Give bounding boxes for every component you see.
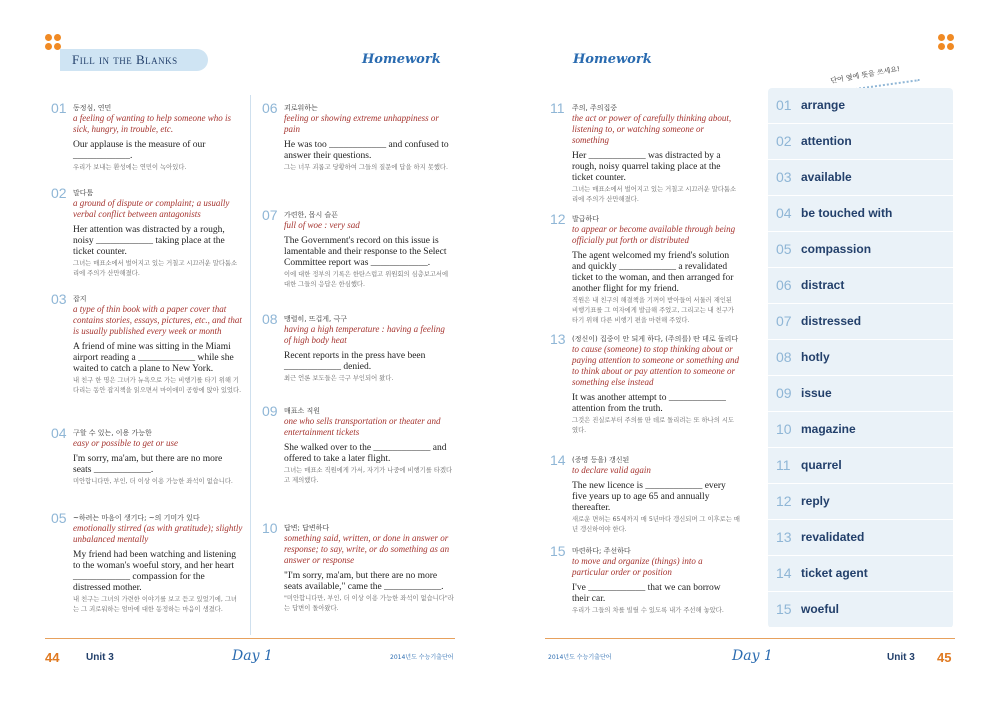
answer-row: 04 be touched with [768, 196, 953, 232]
answer-row: 05 compassion [768, 232, 953, 268]
answer-row: 08 hotly [768, 340, 953, 376]
answer-row: 06 distract [768, 268, 953, 304]
homework-title: Homework [573, 52, 652, 67]
vocab-item-07: 07 가련한, 몹시 슬픈 full of woe : very sad The Government's record on this issue is lamentable and their response to the Select Committee report was ____________. 이에 대한 정부의 기록은 한탄스럽고 위원회의 심층보고서에 대한 그들의 응답은 한심했다. [262, 207, 449, 288]
answer-row: 12 reply [768, 484, 953, 520]
answer-row: 11 quarrel [768, 448, 953, 484]
vocab-item-05: 05 ~하려는 마음이 생기다; ~의 기미가 있다 emotionally stirred (as with gratitude); slightly unbalanced mentally My friend had been watching and listening to the woman's woeful story, and her heart ____________ compassion for the distressed mother. 내 친구는 그녀의 가련한 이야기를 보고 듣고 있었기에, 그녀는 그 괴로워하는 엄마에 대한 동정하는 마음이 생겼다. [51, 510, 243, 613]
vocab-item-13: 13 (정신이) 집중이 안 되게 하다, (주의를) 딴 데로 돌리다 to cause (someone) to stop thinking about or paying attention to someone or something and to think about or pay attention to someone or something else instead It was another attempt to ____________ attention from the truth. 그것은 진실로부터 주의를 딴 데로 돌리려는 또 하나의 시도였다. [550, 331, 739, 434]
answer-row: 02 attention [768, 124, 953, 160]
orange-dots-icon [45, 34, 61, 50]
vocab-item-04: 04 구할 수 있는, 이용 가능한 easy or possible to get or use I'm sorry, ma'am, but there are no more seats ____________. 미안합니다만, 부인, 더 이상 이용 가능한 좌석이 없습니다. [51, 425, 233, 485]
unit-label: Unit 3 [86, 652, 114, 663]
homework-title: Homework [362, 52, 441, 67]
vocab-item-01: 01 동정심, 연민 a feeling of wanting to help someone who is sick, hungry, in trouble, etc. Our applause is the measure of our ____________. 우리가 보내는 환성에는 연민이 녹아있다. [51, 100, 231, 171]
vocab-item-02: 02 말다툼 a ground of dispute or complaint; a usually verbal conflict between antagonists Her attention was distracted by a rough, noisy ____________ taking place at the ticket counter. 그녀는 매표소에서 벌어지고 있는 거칠고 시끄러운 말다툼소리에 주의가 산만해졌다. [51, 185, 238, 277]
vocab-item-03: 03 잡지 a type of thin book with a paper cover that contains stories, essays, pictures, etc., and that is usually published every week or month A friend of mine was sitting in the Miami airport reading a ____________ while she waited to catch a plane to New York. 내 친구 한 명은 그녀가 뉴욕으로 가는 비행기를 타기 위해 기다리는 동안 잡지책을 읽으면서 마이애미 공항에 앉아 있었다. [51, 291, 242, 394]
answer-box [768, 88, 953, 628]
vocab-item-14: 14 (증명 등을) 갱신된 to declare valid again The new licence is ____________ every five years up to age 65 and annually thereafter. 새로운 면허는 65세까지 매 5년마다 갱신되며 그 이후로는 매년 갱신하여야 한다. [550, 452, 740, 533]
source-label: 2014년도 수능기출단어 [548, 654, 612, 661]
unit-label: Unit 3 [887, 652, 915, 663]
fill-in-blanks-banner: Fill in the Blanks [60, 49, 208, 71]
hint-text: 단어 옆에 뜻을 쓰세요! [829, 64, 901, 86]
right-page [500, 0, 1000, 707]
page-number: 45 [937, 650, 952, 665]
answer-row: 01 arrange [768, 88, 953, 124]
answer-row: 07 distressed [768, 304, 953, 340]
footer-line [545, 638, 955, 639]
vocab-item-06: 06 괴로워하는 feeling or showing extreme unhappiness or pain He was too ____________ and confused to answer their questions. 그는 너무 괴롭고 당황하여 그들의 질문에 답을 하지 못했다. [262, 100, 449, 171]
column-divider [250, 95, 251, 635]
page-number: 44 [45, 650, 60, 665]
day-label: Day 1 [732, 648, 773, 664]
answer-row: 14 ticket agent [768, 556, 953, 592]
answer-row: 10 magazine [768, 412, 953, 448]
vocab-item-10: 10 답변; 답변하다 something said, written, or done in answer or response; to say, write, or do something as an answer or response "I'm sorry, ma'am, but there are no more seats available," came the ____________. "미안합니다만, 부인, 더 이상 이용 가능한 좌석이 없습니다"라는 답변이 돌아왔다. [262, 520, 454, 612]
answer-row: 09 issue [768, 376, 953, 412]
day-label: Day 1 [232, 648, 273, 664]
answer-row: 03 available [768, 160, 953, 196]
vocab-item-08: 08 맹렬히, 뜨겁게, 극구 having a high temperature : having a feeling of high body heat Recent reports in the press have been ____________ denied. 최근 언론 보도들은 극구 부인되어 왔다. [262, 311, 445, 382]
orange-dots-icon [938, 34, 954, 50]
source-label: 2014년도 수능기출단어 [390, 654, 454, 661]
answer-row: 15 woeful [768, 592, 953, 628]
vocab-item-09: 09 매표소 직원 one who sells transportation or theater and entertainment tickets She walked over to the ____________ and offered to take a later flight. 그녀는 매표소 직원에게 가서, 자기가 나중에 비행기를 타겠다고 제의했다. [262, 403, 453, 484]
answer-row: 13 revalidated [768, 520, 953, 556]
vocab-item-12: 12 발급하다 to appear or become available through being officially put forth or distributed The agent welcomed my friend's solution and quickly ____________ a revalidated ticket to the woman, and then arranged for another flight for my friend. 직원은 내 친구의 해결책을 기꺼이 받아들여 서둘러 재인된 비행기표를 그 여자에게 발급해 주었고, 그리고는 내 친구가 타기 위해 다른 비행기 편을 마련해 주었다. [550, 211, 736, 324]
vocab-item-11: 11 주의, 주의집중 the act or power of carefully thinking about, listening to, or watching someone or something Her ____________ was distracted by a rough, noisy quarrel taking place at the ticket counter. 그녀는 매표소에서 벌어지고 있는 거칠고 시끄러운 말다툼소리에 주의가 산만해졌다. [550, 100, 737, 203]
vocab-item-15: 15 마련하다; 주선하다 to move and organize (things) into a particular order or position I've ____________ that we can borrow their car. 우리가 그들의 차를 빌릴 수 있도록 내가 주선해 놓았다. [550, 543, 724, 614]
footer-line [45, 638, 455, 639]
